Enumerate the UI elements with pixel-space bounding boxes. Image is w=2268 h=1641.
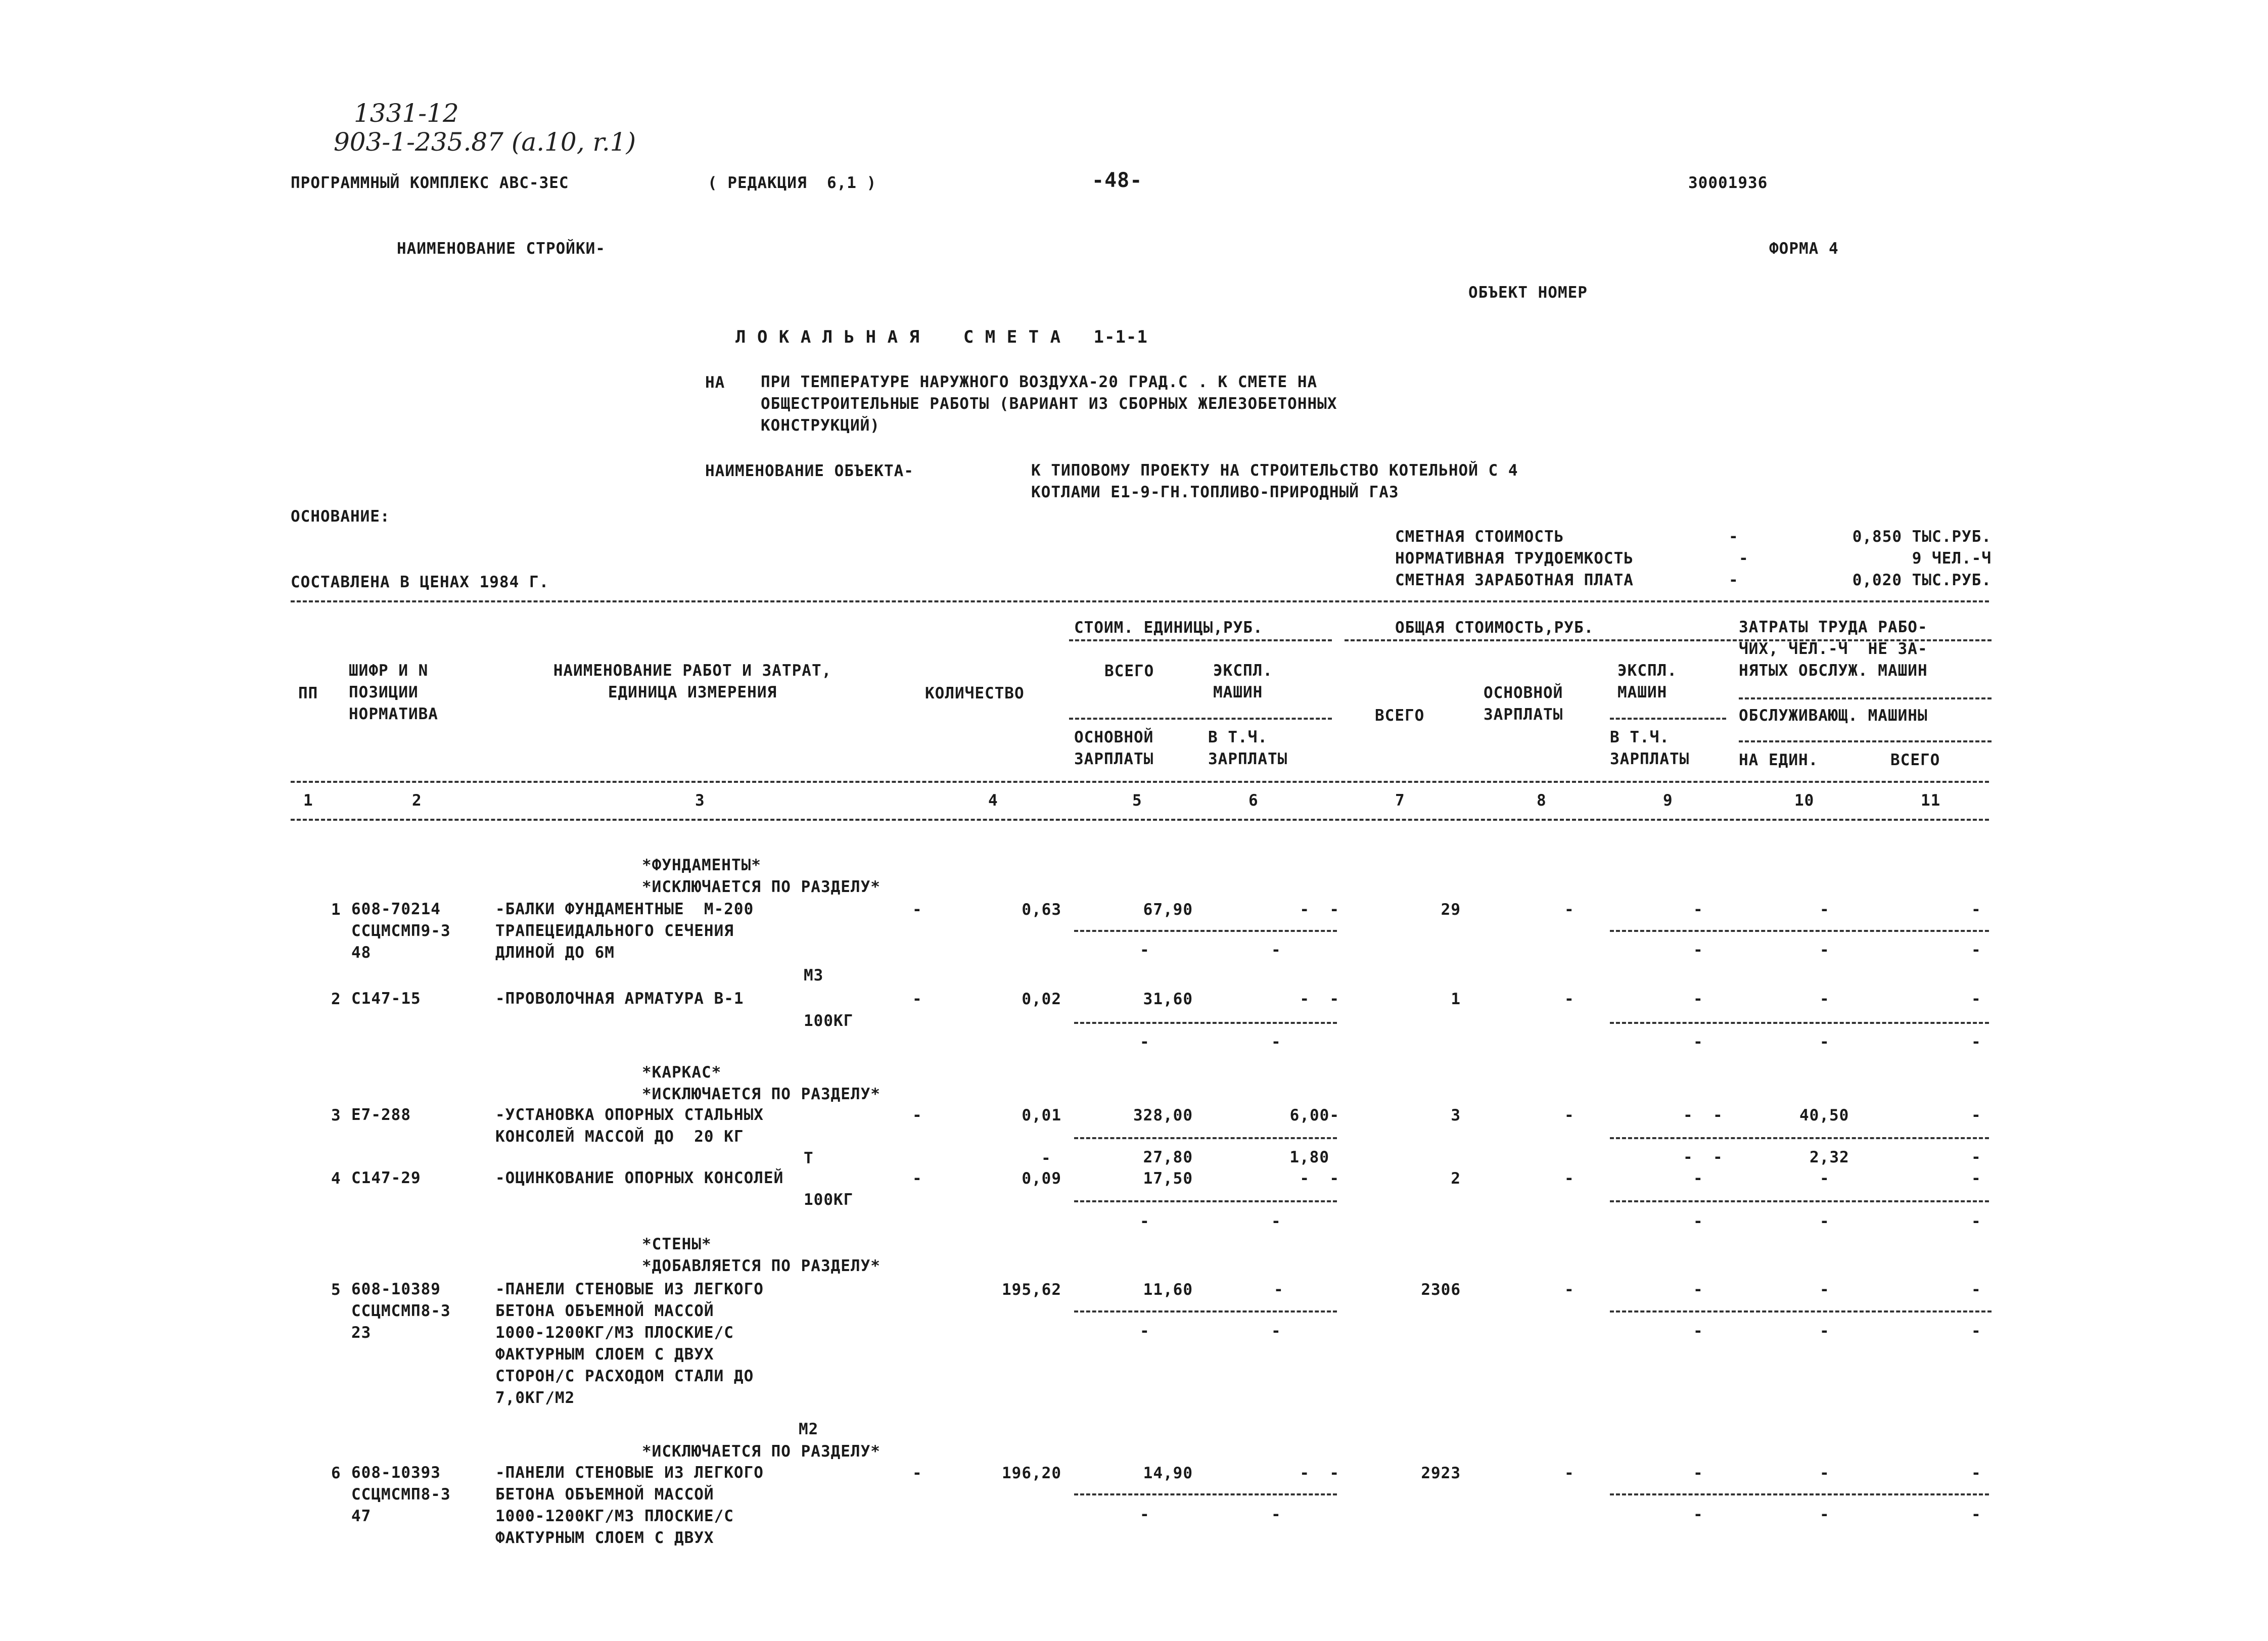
row-rule	[1074, 1022, 1337, 1024]
row-unit: 100КГ	[804, 1012, 854, 1030]
row-rule	[1074, 1137, 1337, 1139]
table-top-rule	[291, 600, 1989, 602]
document-code: 30001936	[1688, 174, 1768, 192]
row-labor-total-2: -	[1971, 1322, 1981, 1340]
row-total: 2	[1451, 1169, 1461, 1188]
summary-label-1: СМЕТНАЯ СТОИМОСТЬ	[1395, 528, 1564, 546]
page-title: Л О К А Л Ь Н А Я С М Е Т А 1-1-1	[735, 327, 1148, 347]
row-wage: -	[1564, 901, 1575, 919]
row-price: 11,60	[1143, 1281, 1193, 1299]
row-qty: 195,62	[1002, 1281, 1061, 1299]
row-labor-unit-2: -	[1820, 1033, 1830, 1051]
basis-label: ОСНОВАНИЕ:	[291, 507, 390, 526]
row-labor-unit-2: 2,32	[1810, 1148, 1849, 1166]
summary-value-3: 0,020 ТЫС.РУБ.	[1852, 571, 1992, 589]
row-labor-unit: 40,50	[1799, 1106, 1849, 1124]
row-labor-unit-2: -	[1820, 941, 1830, 959]
row-labor-unit-2: -	[1820, 1506, 1830, 1524]
col-header-total-mach: ЭКСПЛ. МАШИН	[1617, 662, 1677, 701]
program-name: ПРОГРАММНЫЙ КОМПЛЕКС АВС-3ЕС	[291, 174, 569, 192]
row-emach-wage: - -	[1683, 1148, 1723, 1166]
row-total: 3	[1451, 1106, 1461, 1124]
row-qty: 0,02	[1022, 990, 1061, 1008]
row-labor-total: -	[1971, 1106, 1981, 1124]
row-labor-unit: -	[1820, 990, 1830, 1008]
col-number-8: 8	[1537, 791, 1547, 810]
summary-dash-3: -	[1729, 571, 1739, 589]
col-header-labor-mach: ОБСЛУЖИВАЮЩ. МАШИНЫ	[1739, 707, 1928, 725]
summary-value-2: 9 ЧЕЛ.-Ч	[1912, 549, 1992, 568]
col-number-4: 4	[988, 791, 998, 810]
section-title: *КАРКАС*	[642, 1063, 722, 1082]
row-dash: -	[912, 990, 922, 1008]
row-labor-total: -	[1971, 901, 1981, 919]
row-mach-wage: -	[1271, 1212, 1281, 1231]
row-emach-wage: -	[1693, 941, 1703, 959]
col-numbers-bottom-rule	[291, 819, 1989, 821]
row-price: 14,90	[1143, 1464, 1193, 1482]
for-label: НА	[705, 373, 725, 392]
page-number: -48-	[1092, 169, 1143, 192]
row-wage: -	[1564, 1464, 1575, 1482]
row-dash: -	[912, 1106, 922, 1124]
col-number-2: 2	[412, 791, 422, 810]
col-header-labor-unit: НА ЕДИН.	[1739, 751, 1819, 769]
section-note: *ИСКЛЮЧАЕТСЯ ПО РАЗДЕЛУ*	[642, 1085, 881, 1103]
row-price-wage: -	[1140, 1322, 1150, 1340]
row-mach-wage: -	[1271, 941, 1281, 959]
row-labor-unit-2: -	[1820, 1212, 1830, 1231]
row-name: -ОЦИНКОВАНИЕ ОПОРНЫХ КОНСОЛЕЙ	[495, 1169, 784, 1187]
col-number-11: 11	[1921, 791, 1941, 810]
row-dash: -	[1041, 1149, 1051, 1167]
row-wage: -	[1564, 1281, 1575, 1299]
row-code: С147-29	[351, 1169, 421, 1187]
section-title: *СТЕНЫ*	[642, 1235, 712, 1253]
row-emach: - -	[1683, 1106, 1723, 1124]
object-name: К ТИПОВОМУ ПРОЕКТУ НА СТРОИТЕЛЬСТВО КОТЕЛЬНОЙ С 4 КОТЛАМИ Е1-9-ГН.ТОПЛИВО-ПРИРОДНЫЙ ГАЗ	[1031, 461, 1518, 501]
col-header-unit-mach-wage: В Т.Ч. ЗАРПЛАТЫ	[1208, 728, 1288, 768]
col-header-total-all: ВСЕГО	[1375, 707, 1425, 725]
row-labor-total-2: -	[1971, 1148, 1981, 1166]
row-emach: -	[1693, 1281, 1703, 1299]
row-mach: - -	[1300, 901, 1339, 919]
row-dash: -	[912, 1169, 922, 1188]
summary-dash-2: -	[1739, 549, 1749, 568]
construction-name-label: НАИМЕНОВАНИЕ СТРОЙКИ-	[397, 240, 606, 258]
row-number: 4	[331, 1169, 341, 1188]
col-header-unit-total: ВСЕГО	[1104, 662, 1154, 680]
row-code: Е7-288	[351, 1106, 411, 1124]
row-wage: -	[1564, 1106, 1575, 1124]
row-total: 2923	[1421, 1464, 1461, 1482]
row-labor-unit: -	[1820, 1281, 1830, 1299]
row-labor-total: -	[1971, 990, 1981, 1008]
row-price: 31,60	[1143, 990, 1193, 1008]
col-number-7: 7	[1395, 791, 1405, 810]
col-header-code: ШИФР И N ПОЗИЦИИ НОРМАТИВА	[349, 662, 438, 723]
row-price-wage: -	[1140, 1506, 1150, 1524]
summary-label-3: СМЕТНАЯ ЗАРАБОТНАЯ ПЛАТА	[1395, 571, 1634, 589]
section-note: *ИСКЛЮЧАЕТСЯ ПО РАЗДЕЛУ*	[642, 1442, 881, 1461]
row-rule	[1610, 1022, 1989, 1024]
edition: ( РЕДАКЦИЯ 6,1 )	[708, 174, 877, 192]
summary-dash-1: -	[1729, 528, 1739, 546]
row-emach: -	[1693, 1169, 1703, 1188]
row-emach-wage: -	[1693, 1322, 1703, 1340]
col-header-qty: КОЛИЧЕСТВО	[925, 684, 1025, 702]
row-number: 6	[331, 1464, 341, 1482]
header-rule-mach-mid	[1610, 718, 1726, 720]
price-basis: СОСТАВЛЕНА В ЦЕНАХ 1984 Г.	[291, 573, 549, 591]
row-emach-wage: -	[1693, 1506, 1703, 1524]
form-number: ФОРМА 4	[1769, 240, 1839, 258]
row-price-wage: -	[1140, 1033, 1150, 1051]
row-mach-wage: 1,80	[1289, 1148, 1329, 1166]
row-labor-unit-2: -	[1820, 1322, 1830, 1340]
col-header-unit-wage: ОСНОВНОЙ ЗАРПЛАТЫ	[1074, 728, 1154, 768]
row-name: -ПАНЕЛИ СТЕНОВЫЕ ИЗ ЛЕГКОГО БЕТОНА ОБЪЕМНОЙ МАССОЙ 1000-1200КГ/М3 ПЛОСКИЕ/С ФАКТУРНЫМ СЛОЕМ С ДВУХ СТОРОН/С РАСХОДОМ СТАЛИ ДО 7,0КГ/М2	[495, 1280, 764, 1407]
row-unit: М2	[799, 1420, 819, 1438]
row-rule	[1610, 1310, 1992, 1312]
header-rule-labor-mid2	[1739, 740, 1992, 742]
summary-value-1: 0,850 ТЫС.РУБ.	[1852, 528, 1992, 546]
row-dash: -	[912, 901, 922, 919]
col-header-total-wage: ОСНОВНОЙ ЗАРПЛАТЫ	[1484, 684, 1563, 724]
row-code: 608-70214 ССЦМСМП9-3 48	[351, 900, 451, 962]
row-mach: 6,00-	[1289, 1106, 1339, 1124]
row-price-wage: -	[1140, 1212, 1150, 1231]
row-mach-wage: -	[1271, 1322, 1281, 1340]
row-code: С147-15	[351, 990, 421, 1008]
row-labor-total: -	[1971, 1169, 1981, 1188]
row-emach: -	[1693, 990, 1703, 1008]
row-rule	[1074, 930, 1337, 932]
header-rule-labor-mid	[1739, 697, 1992, 699]
row-dash: -	[912, 1464, 922, 1482]
object-name-label: НАИМЕНОВАНИЕ ОБЪЕКТА-	[705, 462, 914, 480]
col-number-10: 10	[1794, 791, 1815, 810]
row-name: -БАЛКИ ФУНДАМЕНТНЫЕ М-200 ТРАПЕЦЕИДАЛЬНОГО СЕЧЕНИЯ ДЛИНОЙ ДО 6М	[495, 900, 754, 962]
row-labor-unit: -	[1820, 1464, 1830, 1482]
row-qty: 0,09	[1022, 1169, 1061, 1188]
row-emach-wage: -	[1693, 1033, 1703, 1051]
col-number-3: 3	[695, 791, 705, 810]
col-header-unit-mach: ЭКСПЛ. МАШИН	[1213, 662, 1273, 701]
row-price: 67,90	[1143, 901, 1193, 919]
section-note: *ИСКЛЮЧАЕТСЯ ПО РАЗДЕЛУ*	[642, 878, 881, 896]
section-note: *ДОБАВЛЯЕТСЯ ПО РАЗДЕЛУ*	[642, 1257, 881, 1275]
row-name: -ПАНЕЛИ СТЕНОВЫЕ ИЗ ЛЕГКОГО БЕТОНА ОБЪЕМНОЙ МАССОЙ 1000-1200КГ/М3 ПЛОСКИЕ/С ФАКТУРНЫМ СЛОЕМ С ДВУХ	[495, 1464, 764, 1547]
row-number: 3	[331, 1106, 341, 1124]
col-header-unit-cost: СТОИМ. ЕДИНИЦЫ,РУБ.	[1074, 619, 1263, 637]
row-mach: - -	[1300, 1169, 1339, 1188]
row-mach-wage: -	[1271, 1506, 1281, 1524]
col-header-total-mach-wage: В Т.Ч. ЗАРПЛАТЫ	[1610, 728, 1690, 768]
col-number-1: 1	[303, 791, 313, 810]
row-name: -ПРОВОЛОЧНАЯ АРМАТУРА В-1	[495, 990, 744, 1008]
summary-label-2: НОРМАТИВНАЯ ТРУДОЕМКОСТЬ	[1395, 549, 1634, 568]
row-rule	[1610, 1493, 1989, 1495]
section-title: *ФУНДАМЕНТЫ*	[642, 856, 761, 874]
row-rule	[1610, 1200, 1989, 1202]
row-mach: - -	[1300, 990, 1339, 1008]
col-number-5: 5	[1132, 791, 1142, 810]
row-labor-total: -	[1971, 1464, 1981, 1482]
col-header-pp: ПП	[298, 684, 318, 702]
row-qty: 0,63	[1022, 901, 1061, 919]
row-mach-wage: -	[1271, 1033, 1281, 1051]
row-rule	[1074, 1200, 1337, 1202]
row-code: 608-10389 ССЦМСМП8-3 23	[351, 1280, 451, 1342]
row-labor-unit: -	[1820, 901, 1830, 919]
row-emach: -	[1693, 901, 1703, 919]
header-rule-unit-cost	[1069, 639, 1332, 641]
row-labor-total: -	[1971, 1281, 1981, 1299]
row-total: 1	[1451, 990, 1461, 1008]
row-total: 2306	[1421, 1281, 1461, 1299]
row-number: 5	[331, 1281, 341, 1299]
header-rule-total	[1345, 639, 1992, 641]
row-labor-total-2: -	[1971, 941, 1981, 959]
row-unit: 100КГ	[804, 1191, 854, 1209]
row-wage: -	[1564, 990, 1575, 1008]
row-price-wage: 27,80	[1143, 1148, 1193, 1166]
row-rule	[1074, 1310, 1337, 1312]
col-header-total-cost: ОБЩАЯ СТОИМОСТЬ,РУБ.	[1395, 619, 1594, 637]
handwritten-note-2: 903-1-235.87 (a.10, r.1)	[334, 127, 636, 157]
col-header-labor-total: ВСЕГО	[1890, 751, 1940, 769]
row-qty: 0,01	[1022, 1106, 1061, 1124]
row-mach: -	[1274, 1281, 1284, 1299]
row-labor-total-2: -	[1971, 1212, 1981, 1231]
header-rule-unit-mid	[1069, 718, 1332, 720]
row-unit: Т	[804, 1149, 814, 1167]
row-number: 2	[331, 990, 341, 1008]
row-unit: М3	[804, 966, 824, 984]
row-mach: - -	[1300, 1464, 1339, 1482]
row-labor-total-2: -	[1971, 1033, 1981, 1051]
estimate-subject: ПРИ ТЕМПЕРАТУРЕ НАРУЖНОГО ВОЗДУХА-20 ГРАД.С . К СМЕТЕ НА ОБЩЕСТРОИТЕЛЬНЫЕ РАБОТЫ (ВАРИАНТ ИЗ СБОРНЫХ ЖЕЛЕЗОБЕТОННЫХ КОНСТРУКЦИЙ)	[761, 373, 1337, 435]
handwritten-note-1: 1331-12	[354, 99, 459, 128]
row-code: 608-10393 ССЦМСМП8-3 47	[351, 1464, 451, 1525]
row-wage: -	[1564, 1169, 1575, 1188]
row-number: 1	[331, 901, 341, 919]
col-number-9: 9	[1663, 791, 1673, 810]
row-rule	[1610, 930, 1989, 932]
row-labor-total-2: -	[1971, 1506, 1981, 1524]
row-rule	[1074, 1493, 1337, 1495]
row-price: 328,00	[1133, 1106, 1193, 1124]
row-price: 17,50	[1143, 1169, 1193, 1188]
row-name: -УСТАНОВКА ОПОРНЫХ СТАЛЬНЫХ КОНСОЛЕЙ МАССОЙ ДО 20 КГ	[495, 1106, 764, 1146]
header-bottom-rule	[291, 781, 1989, 783]
row-labor-unit: -	[1820, 1169, 1830, 1188]
row-qty: 196,20	[1002, 1464, 1061, 1482]
row-total: 29	[1441, 901, 1461, 919]
object-number-label: ОБЪЕКТ НОМЕР	[1468, 284, 1588, 302]
row-rule	[1610, 1137, 1989, 1139]
row-emach: -	[1693, 1464, 1703, 1482]
col-number-6: 6	[1248, 791, 1259, 810]
col-header-name: НАИМЕНОВАНИЕ РАБОТ И ЗАТРАТ, ЕДИНИЦА ИЗМЕРЕНИЯ	[553, 662, 832, 701]
row-emach-wage: -	[1693, 1212, 1703, 1231]
col-header-labor: ЗАТРАТЫ ТРУДА РАБО- ЧИХ, ЧЕЛ.-Ч НЕ ЗА- НЯТЫХ ОБСЛУЖ. МАШИН	[1739, 618, 1928, 680]
row-price-wage: -	[1140, 941, 1150, 959]
